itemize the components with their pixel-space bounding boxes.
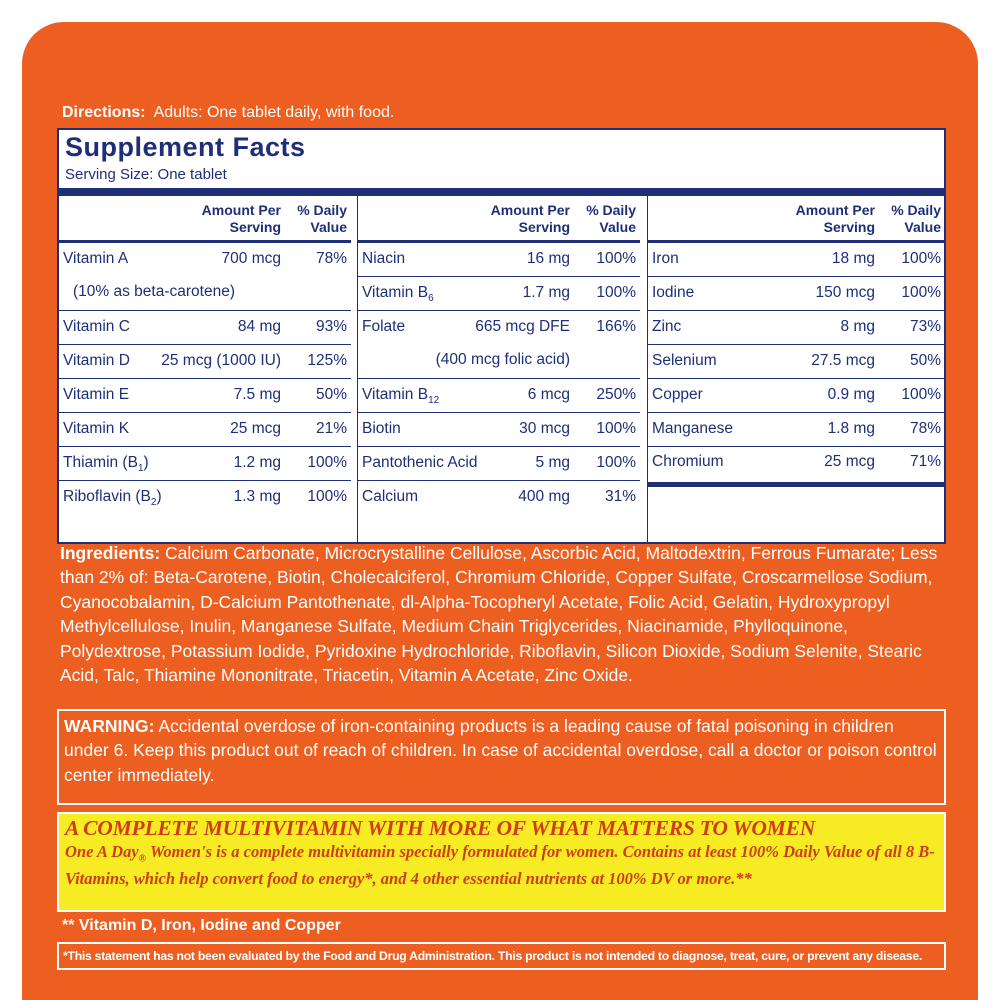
nutrient-row [59,310,351,344]
fda-disclaimer: *This statement has not been evaluated by the Food and Drug Administration. This product is not intended to diagnose, treat, cure, or prevent any disease. [57,942,946,970]
nutrient-amount: 0.9 mg [827,386,875,403]
nutrient-amount: 5 mg [535,454,570,471]
nutrient-name: Manganese [652,420,734,437]
nutrient-name: Chromium [652,453,724,470]
nutrient-dv: 100% [596,284,636,301]
nutrient-row [358,310,640,344]
nutrient-dv: 100% [307,488,347,505]
nutrient-amount: 25 mcg [824,453,875,470]
nutrient-amount: 84 mg [237,318,281,335]
nutrient-row [59,378,351,412]
nutrient-row [358,480,640,514]
nutrient-amount: 1.2 mg [233,454,281,471]
nutrient-row [648,276,945,310]
nutrient-name: Vitamin K [63,420,130,437]
footnote-double-asterisk: ** Vitamin D, Iron, Iodine and Copper [62,917,341,934]
nutrient-name: Vitamin E [63,386,130,403]
nutrient-name: Niacin [362,250,406,267]
header-amount: Amount Per Serving [490,202,570,235]
nutrient-dv: 250% [596,386,636,403]
nutrient-amount: 1.8 mg [827,420,875,437]
nutrient-amount: 150 mcg [815,284,875,301]
header-daily-value: % Daily Value [297,202,347,235]
nutrient-name: Iron [652,250,679,267]
facts-end-bar [648,482,945,487]
nutrient-amount: 18 mg [831,250,875,267]
facts-column-1 [59,196,351,544]
nutrient-row [648,243,945,276]
nutrient-name: Zinc [652,318,682,335]
serving-size: Serving Size: One tablet [65,166,227,183]
directions-text: Adults: One tablet daily, with food. [153,104,395,121]
nutrient-name: Iodine [652,284,695,301]
column-header [358,196,640,243]
ingredients-label: Ingredients: [60,543,161,563]
nutrient-dv: 100% [596,420,636,437]
promo-title: A COMPLETE MULTIVITAMIN WITH MORE OF WHAT MATTERS TO WOMEN [65,816,816,840]
nutrient-row [648,310,945,344]
nutrient-name: Folate [362,318,406,335]
nutrient-dv: 100% [901,250,941,267]
nutrient-row [59,480,351,514]
nutrient-row [648,344,945,378]
nutrient-dv: 78% [315,250,347,267]
nutrient-amount: 25 mcg [230,420,281,437]
nutrient-name: Copper [652,386,703,403]
nutrient-row [59,344,351,378]
nutrient-amount: 1.3 mg [233,488,281,505]
nutrient-dv: 100% [901,386,941,403]
warning-label: WARNING: [64,716,155,736]
nutrient-dv: 50% [315,386,347,403]
nutrient-note-row [59,276,351,309]
brand-name: One A Day [65,842,139,861]
facts-column-3 [647,196,945,544]
nutrient-amount: 1.7 mg [522,284,570,301]
nutrient-amount: 8 mg [840,318,875,335]
nutrient-note: (10% as beta-carotene) [73,283,235,300]
nutrient-name: Vitamin $B_6$ [362,284,434,305]
nutrient-name: Calcium [362,488,418,505]
ingredients [60,541,946,687]
nutrient-row [59,243,351,276]
nutrient-amount: 400 mg [518,488,570,505]
nutrient-amount: 700 mcg [221,250,281,267]
directions-label: Directions: [62,104,146,121]
nutrient-name: Vitamin C [63,318,130,335]
nutrient-name: Vitamin $B_{12}$ [362,386,440,407]
nutrient-dv: 100% [307,454,347,471]
nutrient-amount: 16 mg [526,250,570,267]
nutrient-dv: 50% [909,352,941,369]
header-daily-value: % Daily Value [586,202,636,235]
nutrient-dv: 73% [909,318,941,335]
promo-box [57,812,946,912]
nutrient-dv: 93% [315,318,347,335]
nutrient-dv: 78% [909,420,941,437]
nutrient-amount: 27.5 mcg [811,352,875,369]
nutrient-row [648,378,945,412]
promo-body [65,842,938,889]
nutrient-name: Riboflavin $(B_2)$ [63,488,162,509]
nutrient-row [648,412,945,445]
warning-box [57,709,946,805]
facts-title: Supplement Facts [65,132,306,162]
nutrient-amount: 30 mcg [519,420,570,437]
facts-column-2 [357,196,640,544]
nutrient-dv: 100% [901,284,941,301]
nutrient-row [648,446,945,479]
nutrient-dv: 100% [596,454,636,471]
nutrient-row [358,446,640,480]
nutrient-amount: 25 mcg (1000 IU) [161,352,281,369]
nutrient-row [358,378,640,412]
nutrient-name: Selenium [652,352,717,369]
nutrient-row [358,243,640,276]
header-amount: Amount Per Serving [795,202,875,235]
nutrient-dv: 31% [604,488,636,505]
warning-text: Accidental overdose of iron-containing products is a leading cause of fatal poisoning in children under 6. Keep this product out of reach of children. In case of accidental overdose, call a doctor or poison control center immediately. [64,716,937,785]
nutrient-dv: 166% [596,318,636,335]
nutrient-row [358,412,640,446]
nutrient-dv: 100% [596,250,636,267]
promo-text: Women's is a complete multivitamin specially formulated for women. Contains at least 100% Daily Value of all 8 B-Vitamins, which help convert food to energy*, and 4 other essential nutrients at 100% DV or more.** [65,842,935,889]
nutrient-note-row [358,344,640,377]
nutrient-name: Vitamin A [63,250,129,267]
nutrient-row [59,446,351,480]
nutrient-dv: 21% [315,420,347,437]
nutrient-name: Biotin [362,420,401,437]
nutrient-row [59,412,351,446]
ingredients-text: Calcium Carbonate, Microcrystalline Cellulose, Ascorbic Acid, Maltodextrin, Ferrous Fumarate; Less than 2% of: Beta-Carotene, Biotin, Cholecalciferol, Chromium Chloride, Copper Sulfate, Croscarmellose Sodium, Cyanocobalamin, D-Calcium Pantothenate, dl-Alpha-Tocopheryl Acetate, Folic Acid, Gelatin, Hydroxypropyl Methylcellulose, Inulin, Manganese Sulfate, Medium Chain Triglycerides, Niacinamide, Phylloquinone, Polydextrose, Potassium Iodide, Pyridoxine Hydrochloride, Riboflavin, Silicon Dioxide, Sodium Selenite, Stearic Acid, Talc, Thiamine Mononitrate, Triacetin, Vitamin A Acetate, Zinc Oxide. [60,543,938,686]
header-amount: Amount Per Serving [201,202,281,235]
nutrient-amount: 7.5 mg [233,386,281,403]
nutrient-dv: 71% [909,453,941,470]
nutrient-name: Thiamin $(B_1)$ [63,454,149,475]
supplement-facts-table [57,128,946,544]
nutrient-amount: 6 mcg [527,386,570,403]
registered-mark: ® [138,853,147,865]
nutrient-note: (400 mcg folic acid) [435,351,570,368]
column-header [59,196,351,243]
facts-divider-bar [59,188,944,196]
nutrient-name: Vitamin D [63,352,130,369]
nutrient-name: Pantothenic Acid [362,454,478,471]
nutrient-amount: 665 mcg DFE [475,318,570,335]
column-header [648,196,945,243]
header-daily-value: % Daily Value [891,202,941,235]
nutrient-row [358,276,640,310]
nutrient-dv: 125% [307,352,347,369]
directions [62,104,394,122]
